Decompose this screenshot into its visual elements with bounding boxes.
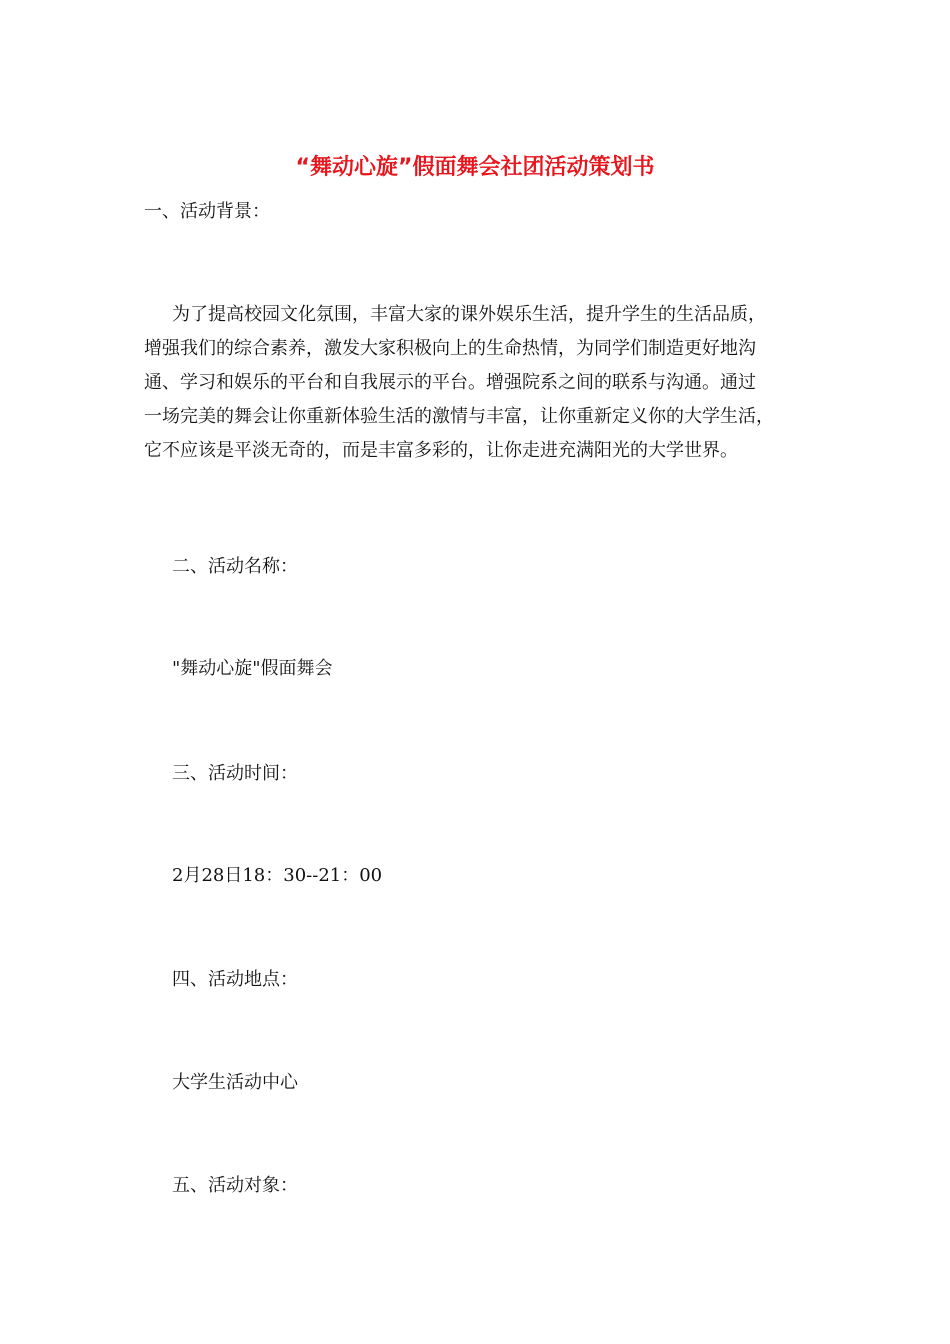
paragraph-line: 通、学习和娱乐的平台和自我展示的平台。增强院系之间的联系与沟通。通过: [144, 372, 756, 393]
paragraph-line: 为了提高校园文化氛围，丰富大家的课外娱乐生活，提升学生的生活品质，: [172, 304, 766, 325]
paragraph-line: 一场完美的舞会让你重新体验生活的激情与丰富，让你重新定义你的大学生活，: [144, 406, 774, 427]
section-content-time: 2月28日18：30--21：00: [172, 865, 383, 886]
section-heading-time: 三、活动时间：: [172, 763, 298, 784]
paragraph-line: 增强我们的综合素养，激发大家积极向上的生命热情，为同学们制造更好地沟: [144, 338, 756, 359]
section-content-name: "舞动心旋"假面舞会: [172, 658, 333, 679]
section-heading-background: 一、活动背景：: [144, 201, 270, 222]
background-paragraph: [144, 298, 808, 468]
section-heading-location: 四、活动地点：: [172, 969, 298, 990]
section-heading-name: 二、活动名称：: [172, 556, 298, 577]
section-content-location: 大学生活动中心: [172, 1072, 298, 1093]
section-heading-audience: 五、活动对象：: [172, 1175, 298, 1196]
document-title: “舞动心旋”假面舞会社团活动策划书: [295, 155, 655, 180]
paragraph-line: 它不应该是平淡无奇的，而是丰富多彩的，让你走进充满阳光的大学世界。: [144, 440, 738, 461]
